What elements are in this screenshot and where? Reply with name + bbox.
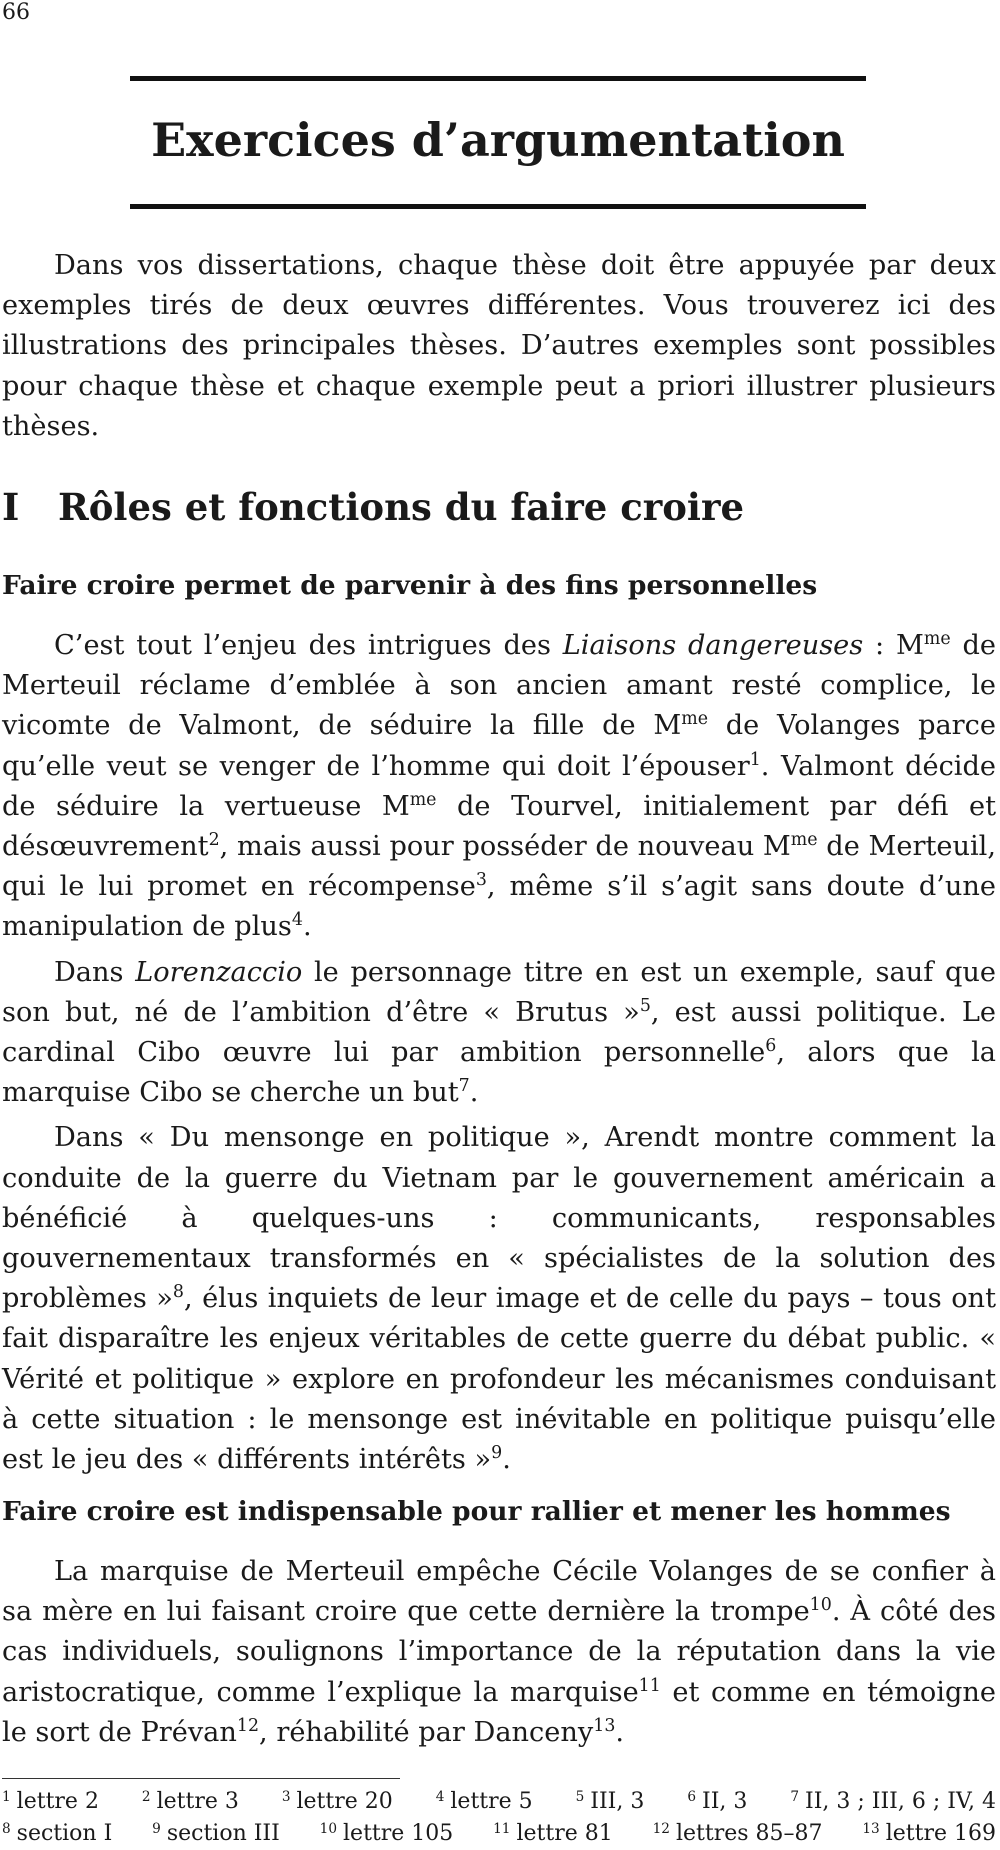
footnote-ref[interactable]: 13 (593, 1715, 616, 1736)
footnote-ref[interactable]: 3 (475, 870, 487, 891)
paragraph-arendt: Dans « Du mensonge en politique », Arendt montre comment la conduite de la guerre du Vietnam par le gouvernement américain a bénéficié à quelques-uns : communicants, responsables gouvernementaux transformés en « spécialistes de la solution des problèmes »$^8$, élus inquiets de leur image et de celle du pays – tous ont fait disparaître les enjeux véritables de cette guerre du débat public. « Vérité et politique » explore en profondeur les mécanismes conduisant à cette situation : le mensonge est inévitable en politique puisqu’elle est le jeu des « différents intérêts »$^9$. (2, 1122, 996, 1476)
footnote-ref[interactable]: 8 (172, 1282, 184, 1303)
footnote-ref[interactable]: 7 (458, 1076, 470, 1097)
footnote-ref[interactable]: 2 (208, 829, 220, 850)
footnote-ref[interactable]: 5 (639, 995, 651, 1016)
footnote: $^1$ lettre 2 (2, 1788, 99, 1814)
subsection-heading-1: Faire croire permet de parvenir à des fins personnelles (2, 570, 818, 601)
footnote: $^5$ III, 3 (575, 1788, 645, 1814)
paragraph-liaisons: C’est tout l’enjeu des intrigues des Liaisons dangereuses : $M^{me}$ de Merteuil réclame d’emblée à son ancien amant resté complice, le vicomte de Valmont, de séduire la fille de $M^{me}$ de Volanges parce qu’elle veut se venger de l’homme qui doit l’épouser$^1$. Valmont décide de séduire la vertueuse $M^{me}$ de Tourvel, initialement par défi et désœuvrement$^2$, mais aussi pour posséder de nouveau $M^{me}$ de Merteuil, qui le lui promet en récompense$^3$, même s’il s’agit sans doute d’une manipulation de plus$^4$. (2, 628, 997, 943)
intro-paragraph-block (2, 246, 996, 447)
paragraph-lorenzaccio: Dans Lorenzaccio le personnage titre en est un exemple, sauf que son but, né de l’ambition d’être « Brutus »$^5$, est aussi politique. Le cardinal Cibo œuvre lui par ambition personnelle$^6$, alors que la marquise Cibo se cherche un but$^7$. (2, 956, 996, 1109)
footnote: $^{11}$ lettre 81 (493, 1820, 613, 1846)
subsection-heading-2: Faire croire est indispensable pour rallier et mener les hommes (2, 1496, 951, 1527)
page-number: 66 (2, 0, 30, 25)
footnote: $^4$ lettre 5 (435, 1788, 533, 1814)
section-number: I (2, 485, 20, 529)
footnote-ref[interactable]: 10 (809, 1595, 832, 1616)
footnote: $^7$ II, 3 ; III, 6 ; IV, 4 (790, 1788, 996, 1814)
footnote: $^3$ lettre 20 (281, 1788, 393, 1814)
footnote: $^9$ section III (152, 1820, 280, 1846)
intro-paragraph: Dans vos dissertations, chaque thèse doit être appuyée par deux exemples tirés de deux œuvres différentes. Vous trouverez ici des illustrations des principales thèses. D’autres exemples sont possibles pour chaque thèse et chaque exemple peut a priori illustrer plusieurs thèses. (2, 250, 996, 442)
footnote-ref[interactable]: 12 (236, 1715, 260, 1736)
footnote: $^{12}$ lettres 85–87 (652, 1820, 823, 1846)
footnote: $^6$ II, 3 (687, 1788, 748, 1814)
chapter-title: Exercices d’argumentation (151, 113, 845, 167)
footnotes (2, 1786, 996, 1850)
section-title: Rôles et fonctions du faire croire (58, 485, 745, 529)
title-rule-bottom (130, 204, 866, 209)
section-heading (2, 482, 744, 532)
title-rule-top (130, 76, 866, 81)
footnote-divider (2, 1778, 400, 1779)
footnote-ref[interactable]: 11 (638, 1675, 661, 1696)
footnote-line-1 (2, 1786, 996, 1818)
footnote: $^8$ section I (2, 1820, 113, 1846)
footnote-line-2 (2, 1818, 996, 1850)
footnote: $^{13}$ lettre 169 (862, 1820, 996, 1846)
subsection-2-body (2, 1552, 996, 1753)
footnote-ref[interactable]: 1 (749, 749, 761, 770)
footnote-ref[interactable]: 6 (765, 1035, 777, 1056)
work-title: Lorenzaccio (135, 956, 303, 988)
work-title: Liaisons dangereuses (562, 630, 864, 661)
footnote: $^{10}$ lettre 105 (319, 1820, 454, 1846)
footnote: $^2$ lettre 3 (141, 1788, 239, 1814)
footnote-ref[interactable]: 4 (291, 910, 303, 931)
subsection-1-body (2, 626, 996, 1480)
paragraph-merteuil: La marquise de Merteuil empêche Cécile Volanges de se confier à sa mère en lui faisant croire que cette dernière la trompe$^{10}$. À côté des cas individuels, soulignons l’importance de la réputation dans la vie aristocratique, comme l’explique la marquise$^{11}$ et comme en témoigne le sort de Prévan$^{12}$, réhabilité par Danceny$^{13}$. (2, 1556, 996, 1748)
footnote-ref[interactable]: 9 (491, 1442, 503, 1463)
